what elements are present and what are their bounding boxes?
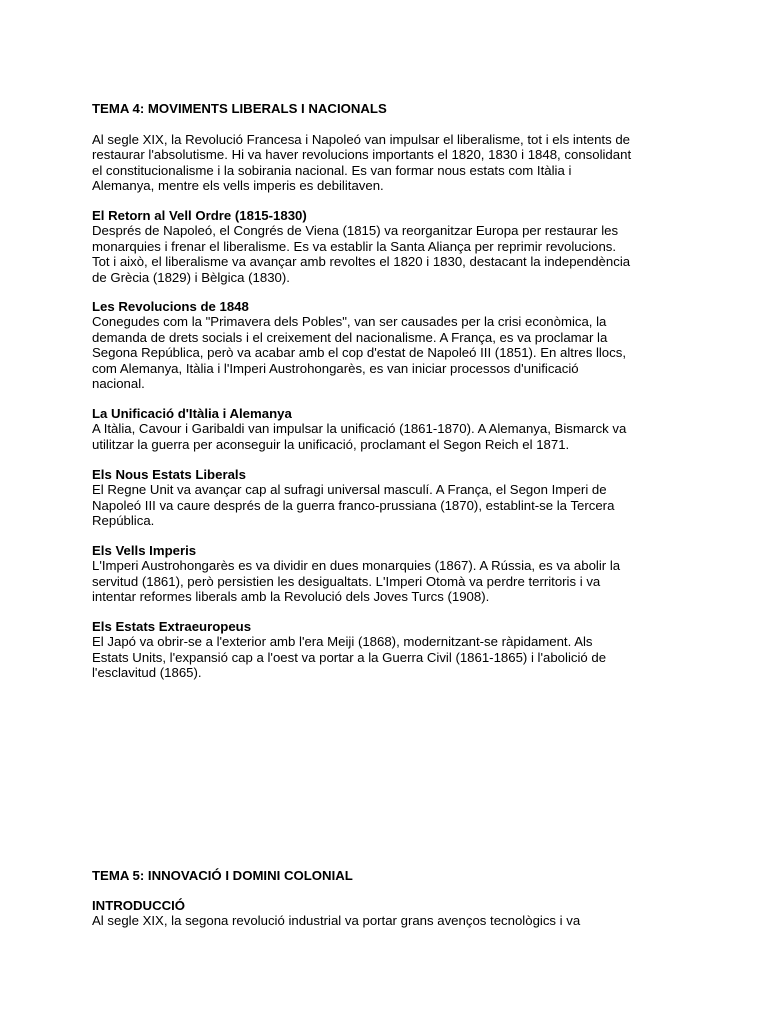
section-vells-imperis xyxy=(92,543,684,605)
section-line: com Alemanya, Itàlia i l'Imperi Austrohongarès, es van iniciar processos d'unificació xyxy=(92,360,579,376)
tema5-intro-line-1: Al segle XIX, la segona revolució industrial va portar grans avenços tecnològics i va xyxy=(92,913,581,929)
section-heading: Les Revolucions de 1848 xyxy=(92,299,249,314)
tema4-title: TEMA 4: MOVIMENTS LIBERALS I NACIONALS xyxy=(92,101,387,116)
section-line: l'esclavitud (1865). xyxy=(92,665,202,681)
tema5-intro-heading: INTRODUCCIÓ xyxy=(92,898,186,913)
section-line: utilitzar la guerra per aconseguir la unificació, proclamant el Segon Reich el 1871. xyxy=(92,436,570,452)
section-line: Tot i això, el liberalisme va avançar amb revoltes el 1820 i 1830, destacant la independència xyxy=(92,254,631,270)
tema4-intro-line-4: Alemanya, mentre els vells imperis es debilitaven. xyxy=(92,178,384,194)
section-line: servitud (1861), però persistien les desigualtats. L'Imperi Otomà va perdre territoris i va xyxy=(92,573,601,589)
section-line: nacional. xyxy=(92,376,145,392)
section-heading: Els Vells Imperis xyxy=(92,543,197,558)
tema5-title: TEMA 5: INNOVACIÓ I DOMINI COLONIAL xyxy=(92,868,353,883)
section-line: Després de Napoleó, el Congrés de Viena (1815) va reorganitzar Europa per restaurar les xyxy=(92,223,619,239)
section-heading: El Retorn al Vell Ordre (1815-1830) xyxy=(92,208,307,223)
section-line: L'Imperi Austrohongarès es va dividir en dues monarquies (1867). A Rússia, es va abolir la xyxy=(92,558,621,574)
tema5-intro xyxy=(92,898,684,929)
section-line: demanda de drets socials i el creixement del nacionalisme. A França, es va proclamar la xyxy=(92,329,608,345)
section-heading: Els Estats Extraeuropeus xyxy=(92,619,252,634)
section-line: Estats Units, l'expansió cap a l'oest va portar a la Guerra Civil (1861-1865) i l'abolició de xyxy=(92,649,607,665)
section-line: intentar reformes liberals amb la Revolució dels Joves Turcs (1908). xyxy=(92,589,490,605)
section-line: Conegudes com la "Primavera dels Pobles", van ser causades per la crisi econòmica, la xyxy=(92,314,607,330)
section-retorn-vell-ordre xyxy=(92,208,684,285)
section-estats-extraeuropeus xyxy=(92,619,684,681)
tema4-intro xyxy=(92,132,684,194)
tema4-intro-line-2: restaurar l'absolutisme. Hi va haver revolucions importants el 1820, 1830 i 1848, consolidant xyxy=(92,147,632,163)
tema5-title-block xyxy=(92,868,684,883)
section-line: A Itàlia, Cavour i Garibaldi van impulsar la unificació (1861-1870). A Alemanya, Bismarck va xyxy=(92,421,627,437)
section-revolucions-1848 xyxy=(92,299,684,391)
section-line: El Japó va obrir-se a l'exterior amb l'era Meiji (1868), modernitzant-se ràpidament. Als xyxy=(92,634,593,650)
section-unificacio xyxy=(92,406,684,452)
tema4-intro-line-1: Al segle XIX, la Revolució Francesa i Napoleó van impulsar el liberalisme, tot i els intents de xyxy=(92,132,631,147)
section-line: Segona República, però va acabar amb el cop d'estat de Napoleó III (1851). En altres llocs, xyxy=(92,345,626,361)
section-heading: Els Nous Estats Liberals xyxy=(92,467,246,482)
tema4-title-block xyxy=(92,101,684,116)
section-nous-estats-liberals xyxy=(92,467,684,529)
section-line: República. xyxy=(92,513,155,529)
section-line: El Regne Unit va avançar cap al sufragi universal masculí. A França, el Segon Imperi de xyxy=(92,482,607,498)
tema4-intro-line-3: el constitucionalisme i la sobirania nacional. Es van formar nous estats com Itàlia i xyxy=(92,162,572,178)
section-line: de Grècia (1829) i Bèlgica (1830). xyxy=(92,269,290,285)
section-line: Napoleó III va caure després de la guerra franco-prussiana (1870), establint-se la Tercera xyxy=(92,497,615,513)
section-heading: La Unificació d'Itàlia i Alemanya xyxy=(92,406,292,421)
section-line: monarquies i frenar el liberalisme. Es va establir la Santa Aliança per reprimir revolucions. xyxy=(92,238,617,254)
